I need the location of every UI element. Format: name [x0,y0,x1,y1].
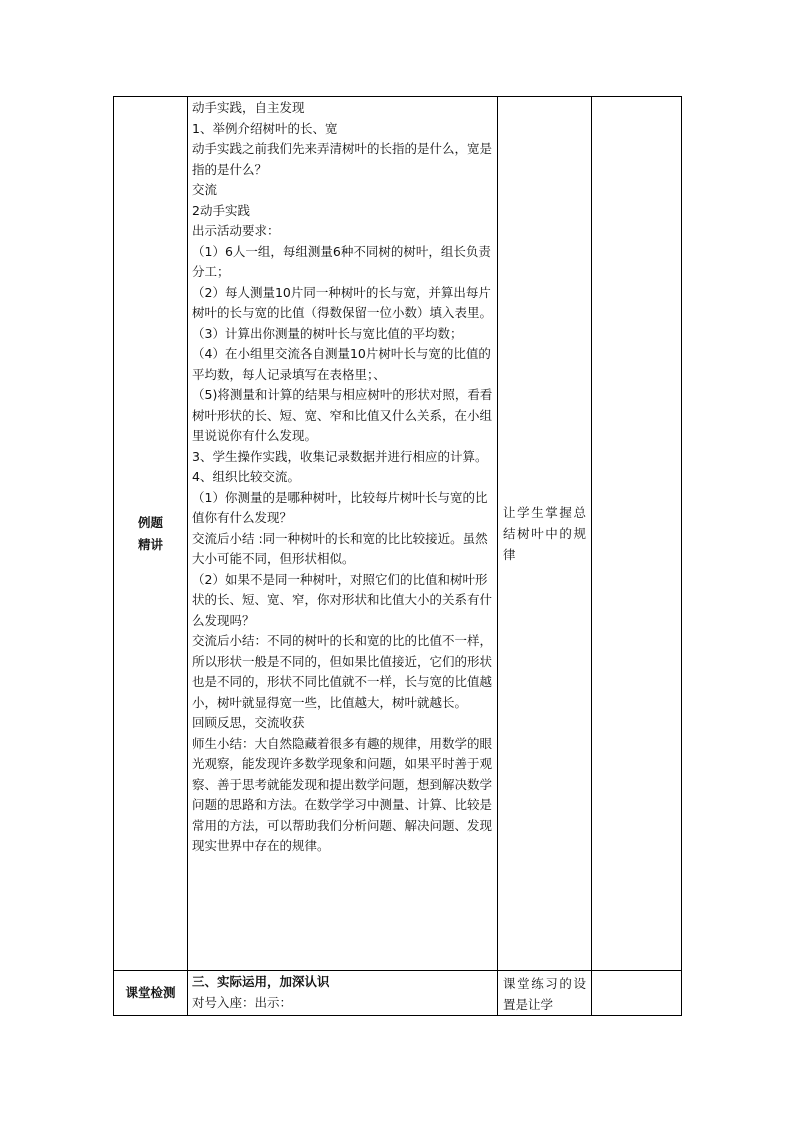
content-line: 对号入座：出示： [192,994,293,1010]
row-label: 精讲 [137,536,163,552]
content-line: （3）计算出你测量的树叶长与宽比值的平均数； [192,325,463,341]
row-label-cell [114,971,188,1016]
note-cell [498,97,592,971]
row-label: 例题 [137,514,163,530]
content-line: 3、学生操作实践，收集记录数据并进行相应的计算。 [192,448,488,464]
content-cell [188,971,498,1016]
content-line: （5)将测量和计算的结果与相应树叶的形状对照，看看树叶形状的长、短、宽、窄和比值又什么关系，在小组里说说你有什么发现。 [192,387,493,443]
section-heading: 三、实际运用，加深认识 [192,974,330,989]
lesson-plan-table [113,96,682,1016]
content-line: 交流后小结 :同一种树叶的长和宽的比比较接近。虽然大小可能不同，但形状相似。 [192,530,488,566]
row-label-cell [114,97,188,971]
content-line: 1、举例介绍树叶的长、宽 [192,120,338,136]
content-line: （1）6人一组，每组测量6种不同树的树叶，组长负责分工； [192,243,491,279]
content-body [188,97,497,871]
row-label: 课堂检测 [125,985,176,1000]
remark-cell [592,971,682,1016]
content-line: （2）如果不是同一种树叶，对照它们的比值和树叶形状的长、短、宽、窄，你对形状和比值大小的关系有什么发现吗？ [192,571,493,628]
content-line: 交流后小结：不同的树叶的长和宽的比的比值不一样，所以形状一般是不同的，但如果比值接近，它们的形状也是不同的，形状不同比值就不一样，长与宽的比值越小，树叶就显得宽一些，比值越大，树叶就越长。 [192,633,493,710]
content-line: 师生小结：大自然隐藏着很多有趣的规律，用数学的眼光观察，能发现许多数学现象和问题，如果平时善于观察、善于思考就能发现和提出数学问题，想到解决数学问题的思路和方法。在数学学习中测量、计算、比较是常用的方法，可以帮助我们分析问题、解决问题、发现现实世界中存在的规律。 [192,735,493,853]
content-line: 交流 [192,182,218,197]
content-line: 2动手实践 [192,202,250,218]
content-cell [188,97,498,971]
design-note: 课堂练习的设置是让学 [503,976,586,1012]
content-line: 回顾反思，交流收获 [192,715,305,730]
table-row [114,971,682,1016]
design-note: 让学生掌握总结树叶中的规律 [503,505,586,562]
remark-cell [592,97,682,971]
table-row [114,97,682,971]
remark-text [592,971,681,973]
content-body [188,971,497,1013]
content-line: 动手实践之前我们先来弄清树叶的长指的是什么，宽是指的是什么？ [192,141,493,177]
note-cell [498,971,592,1016]
content-line: 出示活动要求： [192,223,280,238]
content-line: 4、组织比较交流。 [192,469,300,484]
content-line: 动手实践，自主发现 [192,100,305,115]
content-line: （2）每人测量10片同一种树叶的长与宽，并算出每片树叶的长与宽的比值（得数保留一位小数）填入表里。 [192,284,493,320]
content-line: （1）你测量的是哪种树叶，比较每片树叶长与宽的比值你有什么发现？ [192,489,488,525]
content-line: （4）在小组里交流各自测量10片树叶长与宽的比值的平均数，每人记录填写在表格里；、 [192,346,491,382]
